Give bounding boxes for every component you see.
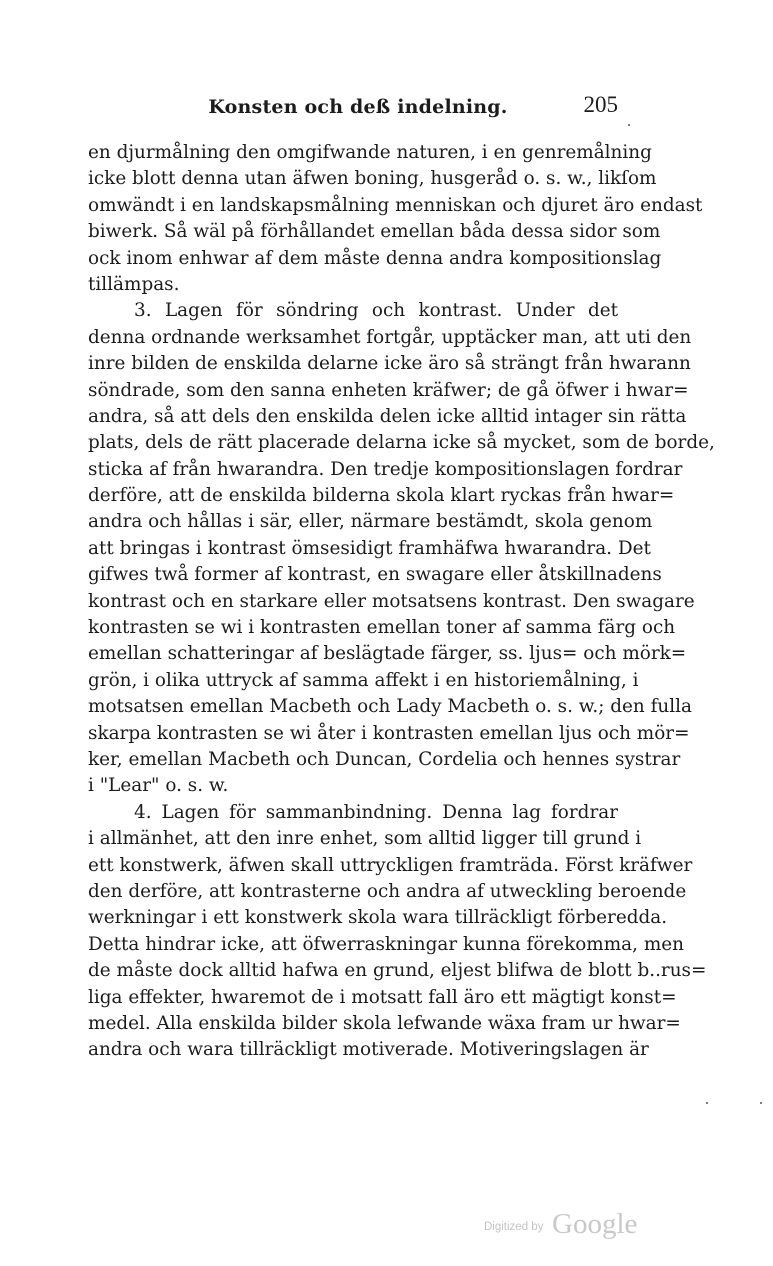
- text-line: andra, så att dels den enskilda delen icke alltid intager sin rätta: [88, 405, 687, 427]
- text-line: kontrasten se wi i kontrasten emellan toner af samma färg och: [88, 617, 676, 639]
- text-line: emellan schatteringar af beslägtade färger, ss. ljus= och mörk=: [88, 643, 687, 665]
- text-line: sticka af från hwarandra. Den tredje kompositionslagen fordrar: [88, 458, 683, 480]
- speck: [706, 1102, 708, 1104]
- digitization-watermark: [484, 1208, 664, 1248]
- text-line: inre bilden de enskilda delarne icke äro så strängt från hwarann: [88, 353, 691, 375]
- section-heading-line: 4. Lagen för sammanbindning. Denna lag fordrar: [134, 801, 618, 823]
- speck: [760, 1102, 762, 1104]
- text-line: Detta hindrar icke, att öfwerraskningar kunna förekomma, men: [88, 933, 684, 955]
- text-line: icke blott denna utan äfwen boning, husgeråd o. s. w., likſom: [88, 168, 657, 190]
- text-line: derföre, att de enskilda bilderna skola klart ryckas från hwar=: [88, 485, 675, 507]
- text-line: motsatsen emellan Macbeth och Lady Macbeth o. s. w.; den fulla: [88, 696, 692, 718]
- text-line: omwändt i en landskapsmålning menniskan och djuret äro endast: [88, 194, 703, 216]
- text-line: liga effekter, hwaremot de i motsatt fall äro ett mägtigt konst=: [88, 986, 677, 1008]
- text-line: denna ordnande werksamhet fortgår, upptäcker man, att uti den: [88, 326, 692, 348]
- text-line: andra och hållas i sär, eller, närmare bestämdt, skola genom: [88, 511, 653, 533]
- text-line: de måste dock alltid hafwa en grund, eljest blifwa de blott b..rus=: [88, 960, 707, 982]
- text-line: söndrade, som den sanna enheten kräfwer; de gå öfwer i hwar=: [88, 379, 689, 401]
- text-line: skarpa kontrasten se wi åter i kontrasten emellan ljus och mör=: [88, 722, 690, 744]
- text-line: plats, dels de rätt placerade delarna icke så mycket, som de borde,: [88, 432, 715, 454]
- text-line: tillämpas.: [88, 273, 180, 295]
- google-logo: Google: [552, 1208, 638, 1240]
- text-line: ock inom enhwar af dem måste denna andra kompositionslag: [88, 247, 662, 269]
- text-line: grön, i olika uttryck af samma affekt i en historiemålning, i: [88, 669, 639, 691]
- text-line: kontrast och en starkare eller motsatsens kontrast. Den swagare: [88, 590, 695, 612]
- text-line: werkningar i ett konstwerk skola wara tillräckligt förberedda.: [88, 907, 668, 929]
- digitized-by-label: Digitized by: [484, 1221, 544, 1233]
- speck: [628, 124, 630, 126]
- running-title: Konsten och deß indelning.: [208, 96, 508, 118]
- text-line: den derföre, att kontrasterne och andra af utweckling beroende: [88, 880, 687, 902]
- text-line: gifwes twå former af kontrast, en swagare eller åtskillnadens: [88, 564, 662, 586]
- text-line: att bringas i kontrast ömsesidigt framhäfwa hwarandra. Det: [88, 537, 651, 559]
- body-text: [88, 140, 715, 1064]
- text-line: andra och wara tillräckligt motiverade. Motiveringslagen är: [88, 1039, 649, 1061]
- text-line: i "Lear" o. s. w.: [88, 775, 229, 797]
- page-number: 205: [583, 92, 618, 117]
- running-head: [88, 92, 628, 126]
- text-line: i allmänhet, att den inre enhet, som alltid ligger till grund i: [88, 828, 642, 850]
- text-line: biwerk. Så wäl på förhållandet emellan båda dessa sidor som: [88, 221, 661, 243]
- text-line: ett konstwerk, äfwen skall uttryckligen framträda. Först kräfwer: [88, 854, 693, 876]
- section-heading-line: 3. Lagen för söndring och kontrast. Under det: [134, 300, 618, 322]
- text-line: medel. Alla enskilda bilder skola lefwande wäxa fram ur hwar=: [88, 1012, 681, 1034]
- text-line: ker, emellan Macbeth och Duncan, Cordelia och hennes systrar: [88, 748, 681, 770]
- text-line: en djurmålning den omgifwande naturen, i en genremålning: [88, 142, 652, 163]
